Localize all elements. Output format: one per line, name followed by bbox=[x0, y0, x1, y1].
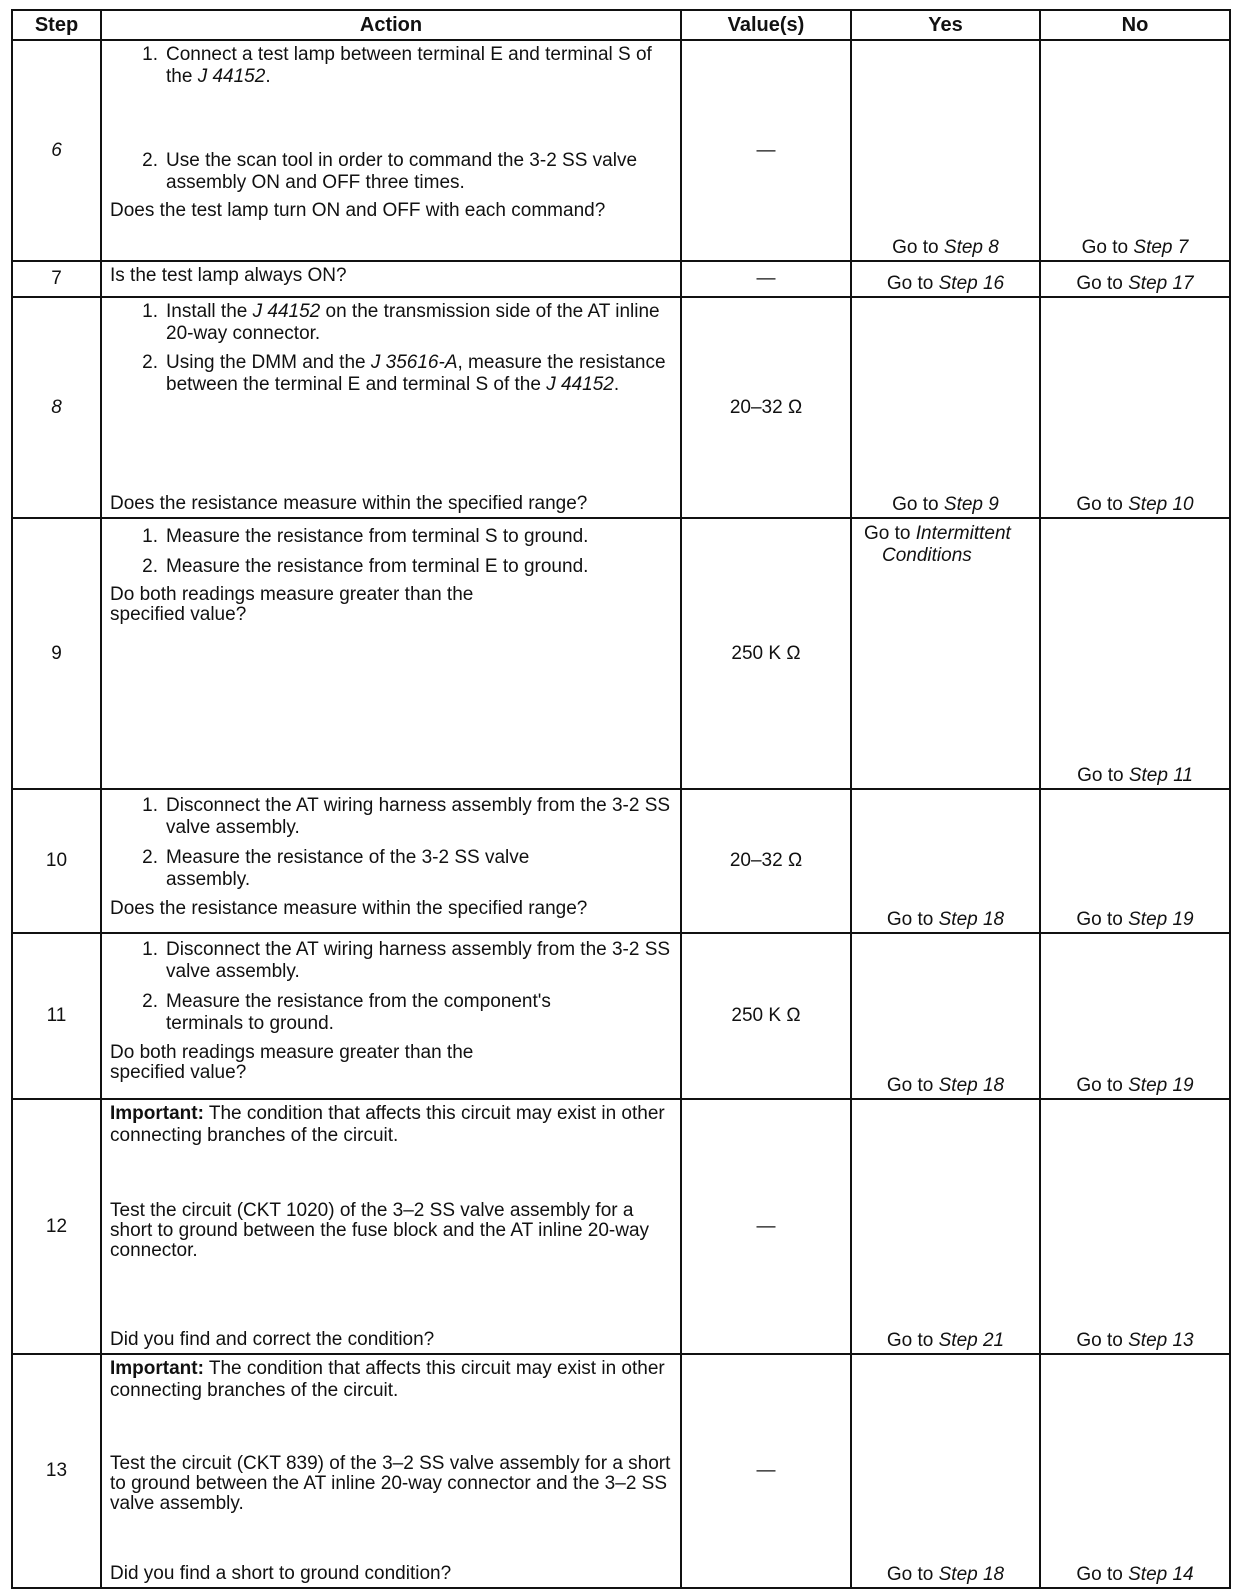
go-to-text: Go to bbox=[1076, 494, 1129, 515]
list-item bbox=[110, 526, 672, 548]
diagnostic-table bbox=[11, 9, 1231, 1589]
value-cell: — bbox=[681, 40, 851, 261]
value-cell: 250 K Ω bbox=[681, 933, 851, 1099]
value-cell: 250 K Ω bbox=[681, 518, 851, 789]
action-cell bbox=[101, 1354, 681, 1588]
no-link[interactable] bbox=[1041, 765, 1229, 787]
no-link[interactable] bbox=[1041, 1075, 1229, 1097]
item-text: Measure the resistance from terminal S to ground. bbox=[166, 526, 589, 547]
yes-cell bbox=[851, 518, 1040, 789]
table-row bbox=[12, 933, 1230, 1099]
list-item bbox=[110, 150, 672, 194]
step-ref: Step 7 bbox=[1133, 237, 1189, 258]
go-to-text: Go to bbox=[892, 237, 944, 258]
step-ref: Step 9 bbox=[943, 494, 999, 515]
list-item bbox=[110, 939, 672, 983]
important-text: The condition that affects this circuit may exist in other connecting branches of the circuit. bbox=[110, 1358, 665, 1401]
action-cell bbox=[101, 297, 681, 518]
action-cell bbox=[101, 261, 681, 297]
no-link[interactable] bbox=[1041, 494, 1229, 516]
step-ref: Intermittent bbox=[915, 523, 1011, 544]
item-text: Measure the resistance from the component's terminals to ground. bbox=[166, 991, 551, 1034]
yes-link[interactable] bbox=[852, 494, 1039, 516]
value-cell: 20–32 Ω bbox=[681, 789, 851, 933]
header-step: Step bbox=[12, 10, 101, 40]
list-item bbox=[110, 301, 672, 345]
item-text-part: Connect a test lamp between terminal E and terminal S of the bbox=[166, 44, 652, 87]
step-number: 10 bbox=[12, 789, 101, 933]
action-cell bbox=[101, 518, 681, 789]
item-text-part: . bbox=[613, 374, 620, 395]
no-cell bbox=[1040, 40, 1230, 261]
yes-link[interactable] bbox=[852, 237, 1039, 259]
important-text: The condition that affects this circuit may exist in other connecting branches of the circuit. bbox=[110, 1103, 665, 1146]
question-text: Does the resistance measure within the specified range? bbox=[110, 898, 588, 919]
go-to-text: Go to bbox=[886, 273, 939, 294]
list-item bbox=[110, 847, 672, 891]
question-text: Does the test lamp turn ON and OFF with each command? bbox=[110, 200, 606, 221]
table-row bbox=[12, 789, 1230, 933]
step-number: 6 bbox=[12, 40, 101, 261]
header-yes: Yes bbox=[851, 10, 1040, 40]
step-ref: Step 17 bbox=[1128, 273, 1194, 294]
item-number: 1. bbox=[142, 939, 158, 960]
go-to-text: Go to bbox=[892, 494, 944, 515]
table-row bbox=[12, 1354, 1230, 1588]
yes-cell bbox=[851, 789, 1040, 933]
item-number: 1. bbox=[142, 44, 158, 65]
action-cell bbox=[101, 789, 681, 933]
no-link[interactable] bbox=[1041, 237, 1229, 259]
table-row bbox=[12, 1099, 1230, 1354]
yes-cell bbox=[851, 933, 1040, 1099]
yes-cell bbox=[851, 1354, 1040, 1588]
item-number: 2. bbox=[142, 556, 158, 577]
go-to-text: Go to bbox=[1077, 765, 1129, 786]
item-text bbox=[166, 352, 672, 396]
value-cell: 20–32 Ω bbox=[681, 297, 851, 518]
yes-cell bbox=[851, 261, 1040, 297]
yes-link-line bbox=[864, 523, 1031, 545]
item-text: Disconnect the AT wiring harness assembly from the 3-2 SS valve assembly. bbox=[166, 939, 671, 982]
step-ref: Step 13 bbox=[1128, 1330, 1194, 1351]
test-instruction: Test the circuit (CKT 839) of the 3–2 SS valve assembly for a short to ground between the AT inline 20-way connector and the 3–2 SS valve assembly. bbox=[110, 1453, 671, 1514]
tool-ref[interactable]: J 35616-A bbox=[370, 352, 458, 373]
yes-link[interactable] bbox=[852, 1075, 1039, 1097]
step-ref: Step 14 bbox=[1128, 1564, 1194, 1585]
tool-ref[interactable]: J 44152 bbox=[197, 66, 266, 87]
header-values: Value(s) bbox=[681, 10, 851, 40]
list-item bbox=[110, 991, 672, 1035]
question-text: Is the test lamp always ON? bbox=[110, 265, 347, 286]
item-text-part: on the transmission side of the AT inline 20-way connector. bbox=[166, 301, 660, 344]
value-cell: — bbox=[681, 1354, 851, 1588]
question-text: Do both readings measure greater than the specified value? bbox=[110, 584, 474, 625]
step-ref: Step 10 bbox=[1128, 494, 1194, 515]
no-cell bbox=[1040, 297, 1230, 518]
item-number: 2. bbox=[142, 150, 158, 171]
go-to-text: Go to bbox=[1081, 237, 1134, 258]
step-ref: Step 16 bbox=[938, 273, 1005, 294]
spacer bbox=[110, 88, 672, 150]
item-text: Use the scan tool in order to command the 3-2 SS valve assembly ON and OFF three times. bbox=[166, 150, 638, 193]
header-no: No bbox=[1040, 10, 1230, 40]
table-row bbox=[12, 261, 1230, 297]
go-to-text: Go to bbox=[886, 1075, 939, 1096]
item-text: Measure the resistance from terminal E to ground. bbox=[166, 556, 589, 577]
important-label: Important: bbox=[110, 1358, 204, 1379]
item-number: 2. bbox=[142, 991, 158, 1012]
list-item bbox=[110, 795, 672, 839]
header-action: Action bbox=[101, 10, 681, 40]
item-number: 1. bbox=[142, 526, 158, 547]
list-item bbox=[110, 352, 672, 396]
item-text-part: , measure the resistance between the terminal E and terminal S of the bbox=[166, 352, 666, 395]
go-to-text: Go to bbox=[1076, 1564, 1129, 1585]
yes-link[interactable] bbox=[852, 1330, 1039, 1352]
no-cell bbox=[1040, 1099, 1230, 1354]
list-item bbox=[110, 556, 672, 578]
step-number: 11 bbox=[12, 933, 101, 1099]
go-to-text: Go to bbox=[886, 1564, 939, 1585]
go-to-text: Go to bbox=[886, 909, 939, 930]
no-cell bbox=[1040, 261, 1230, 297]
step-ref: Step 19 bbox=[1128, 1075, 1194, 1096]
item-text-part: . bbox=[265, 66, 271, 87]
question-text: Do both readings measure greater than the specified value? bbox=[110, 1042, 474, 1083]
yes-link[interactable] bbox=[852, 273, 1039, 295]
question-text: Did you find a short to ground condition? bbox=[110, 1563, 452, 1584]
question-text: Does the resistance measure within the specified range? bbox=[110, 493, 588, 514]
important-note bbox=[110, 1103, 672, 1147]
no-cell bbox=[1040, 789, 1230, 933]
step-ref: Step 21 bbox=[938, 1330, 1005, 1351]
value-cell: — bbox=[681, 261, 851, 297]
item-number: 2. bbox=[142, 847, 158, 868]
important-note bbox=[110, 1358, 672, 1402]
no-link[interactable] bbox=[1041, 1330, 1229, 1352]
item-text bbox=[166, 301, 672, 345]
go-to-text: Go to bbox=[1076, 1330, 1129, 1351]
step-number: 13 bbox=[12, 1354, 101, 1588]
important-label: Important: bbox=[110, 1103, 204, 1124]
item-text: Disconnect the AT wiring harness assembly from the 3-2 SS valve assembly. bbox=[166, 795, 671, 838]
table-row bbox=[12, 297, 1230, 518]
no-link[interactable] bbox=[1041, 909, 1229, 931]
step-ref: Step 19 bbox=[1128, 909, 1194, 930]
no-link[interactable] bbox=[1041, 273, 1229, 295]
step-number: 8 bbox=[12, 297, 101, 518]
go-to-text: Go to bbox=[1076, 273, 1129, 294]
tool-ref[interactable]: J 44152 bbox=[252, 301, 321, 322]
list-item bbox=[110, 44, 672, 88]
no-cell bbox=[1040, 933, 1230, 1099]
test-instruction: Test the circuit (CKT 1020) of the 3–2 SS valve assembly for a short to ground between the fuse block and the AT inline 20-way connector. bbox=[110, 1200, 650, 1261]
item-text: Measure the resistance of the 3-2 SS valve assembly. bbox=[166, 847, 530, 890]
step-ref: Conditions bbox=[882, 545, 972, 566]
no-cell bbox=[1040, 1354, 1230, 1588]
go-to-text: Go to bbox=[886, 1330, 939, 1351]
item-text-part: Using the DMM and the bbox=[166, 352, 371, 373]
item-text bbox=[166, 44, 672, 88]
tool-ref[interactable]: J 44152 bbox=[546, 374, 614, 395]
table-header-row bbox=[12, 10, 1230, 40]
item-number: 1. bbox=[142, 795, 158, 816]
step-ref: Step 18 bbox=[938, 1075, 1005, 1096]
item-number: 2. bbox=[142, 352, 158, 373]
question-text: Did you find and correct the condition? bbox=[110, 1329, 435, 1350]
yes-cell bbox=[851, 40, 1040, 261]
step-number: 9 bbox=[12, 518, 101, 789]
table-row bbox=[12, 40, 1230, 261]
action-cell bbox=[101, 933, 681, 1099]
yes-link[interactable] bbox=[852, 519, 1039, 567]
yes-link[interactable] bbox=[852, 1564, 1039, 1586]
step-ref: Step 8 bbox=[943, 237, 999, 258]
action-cell bbox=[101, 1099, 681, 1354]
step-number: 12 bbox=[12, 1099, 101, 1354]
step-ref: Step 11 bbox=[1128, 765, 1193, 786]
step-ref: Step 18 bbox=[938, 909, 1005, 930]
value-cell: — bbox=[681, 1099, 851, 1354]
item-number: 1. bbox=[142, 301, 158, 322]
action-cell bbox=[101, 40, 681, 261]
step-number: 7 bbox=[12, 261, 101, 297]
yes-cell bbox=[851, 1099, 1040, 1354]
step-ref: Step 18 bbox=[938, 1564, 1005, 1585]
yes-link[interactable] bbox=[852, 909, 1039, 931]
item-text-part: Install the bbox=[166, 301, 253, 322]
yes-cell bbox=[851, 297, 1040, 518]
go-to-text: Go to bbox=[1076, 1075, 1129, 1096]
go-to-text: Go to bbox=[864, 523, 916, 544]
no-link[interactable] bbox=[1041, 1564, 1229, 1586]
go-to-text: Go to bbox=[1076, 909, 1129, 930]
no-cell bbox=[1040, 518, 1230, 789]
table-row bbox=[12, 518, 1230, 789]
